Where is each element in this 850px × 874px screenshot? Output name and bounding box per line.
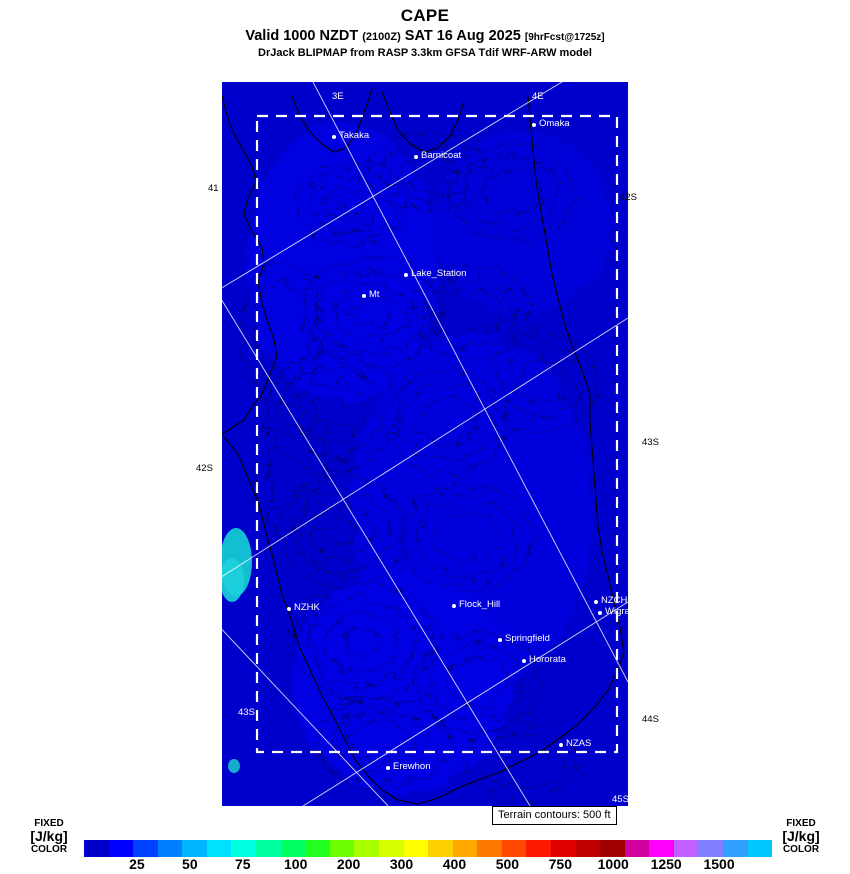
city-marker-dot [452,604,456,608]
map-canvas[interactable] [222,82,628,806]
city-label: NZAS [566,738,592,749]
color-scale-tick-label: 500 [495,856,520,872]
city-marker-dot [414,155,418,159]
color-swatch [182,840,207,857]
graticule-label: 45S [612,794,629,805]
valid-time-utc: (2100Z) [362,31,401,43]
city-marker-dot [522,659,526,663]
city-label: Hororata [529,654,566,665]
graticule-label: 44S [642,714,659,725]
color-scale-tick-label: 1000 [597,856,629,872]
colorbar-right-units: [J/kg] [782,828,820,844]
color-swatch [133,840,158,857]
color-scale-tick-label: 400 [442,856,467,872]
color-swatch [674,840,699,857]
colorbar-right-fixed: FIXED [786,818,816,829]
model-description: DrJack BLIPMAP from RASP 3.3km GFSA Tdif WRF-ARW model [258,47,592,59]
color-swatch [379,840,404,857]
terrain-contour-note: Terrain contours: 500 ft [492,806,617,825]
city-label: Flock_Hill [459,599,501,610]
city-label: Barnicoat [421,150,462,161]
color-swatch [723,840,748,857]
valid-time-main: Valid 1000 NZDT [245,28,359,44]
color-swatch [256,840,281,857]
city-marker-dot [559,743,563,747]
color-scale-tick-label: 750 [548,856,572,872]
page-title: CAPE [400,6,450,25]
color-scale-tick-label: 1500 [703,856,735,872]
city-label: Omaka [539,118,570,129]
city-label: Takaka [339,130,370,141]
color-swatch [281,840,306,857]
color-swatch [551,840,576,857]
color-scale-tick-label: 100 [284,856,308,872]
color-swatch [109,840,134,857]
color-swatch [576,840,601,857]
city-marker-dot [598,611,602,615]
chart-header [0,0,850,59]
map-content [222,82,628,806]
color-swatch [330,840,355,857]
color-swatch [625,840,650,857]
color-swatch [428,840,453,857]
color-scale-tick-label: 200 [336,856,361,872]
graticule-label: 42S [196,463,213,474]
city-marker-dot [332,135,336,139]
city-label: NZCH [601,595,628,606]
color-scale-bar [84,840,772,857]
colorbar-right-color: COLOR [782,844,820,855]
color-scale-ticks [84,856,772,874]
color-scale-tick-label: 75 [234,856,251,872]
city-label: Springfield [505,633,550,644]
forecast-stamp: [9hrFcst@1725z] [524,32,605,43]
color-swatch [453,840,478,857]
colorbar-left-fixed: FIXED [34,818,64,829]
color-swatch [207,840,232,857]
color-scale-tick-label: 300 [389,856,414,872]
city-marker-dot [362,294,366,298]
color-swatch [748,840,773,857]
city-marker-dot [532,123,536,127]
color-swatch [404,840,429,857]
graticule-label: 4E [532,91,544,102]
graticule-label: 43S [238,707,255,718]
color-scale-tick-label: 25 [129,856,145,872]
map-panel[interactable] [196,82,659,806]
city-label: Lake_Station [411,268,467,279]
color-swatch [698,840,723,857]
color-swatch [477,840,502,857]
color-swatch [649,840,674,857]
color-swatch [526,840,551,857]
graticule-label: 42S [620,192,637,203]
colorbar-left-caption [26,818,72,855]
color-swatch [231,840,256,857]
colorbar-left-units: [J/kg] [30,828,68,844]
city-marker-dot [404,273,408,277]
color-swatch [84,840,109,857]
city-label: Wigram [605,606,638,617]
city-marker-dot [498,638,502,642]
city-marker-dot [287,607,291,611]
valid-time-line [0,28,850,44]
city-marker-dot [386,766,390,770]
graticule-label: 43S [642,437,659,448]
color-swatch [600,840,625,857]
city-marker-dot [594,600,598,604]
graticule-label: 3E [332,91,344,102]
colorbar-row [0,818,850,872]
color-swatch [158,840,183,857]
color-swatch [354,840,379,857]
color-swatch [305,840,330,857]
color-scale-tick-label: 50 [182,856,198,872]
graticule-label: 41 [208,183,219,194]
color-swatch [502,840,527,857]
colorbar-left-color: COLOR [30,844,68,855]
color-scale-tick-label: 1250 [650,856,682,872]
valid-date: SAT 16 Aug 2025 [404,28,521,44]
city-label: Mt [369,289,380,300]
city-label: Erewhon [393,761,431,772]
city-label: NZHK [294,602,320,613]
colorbar-right-caption [778,818,824,855]
